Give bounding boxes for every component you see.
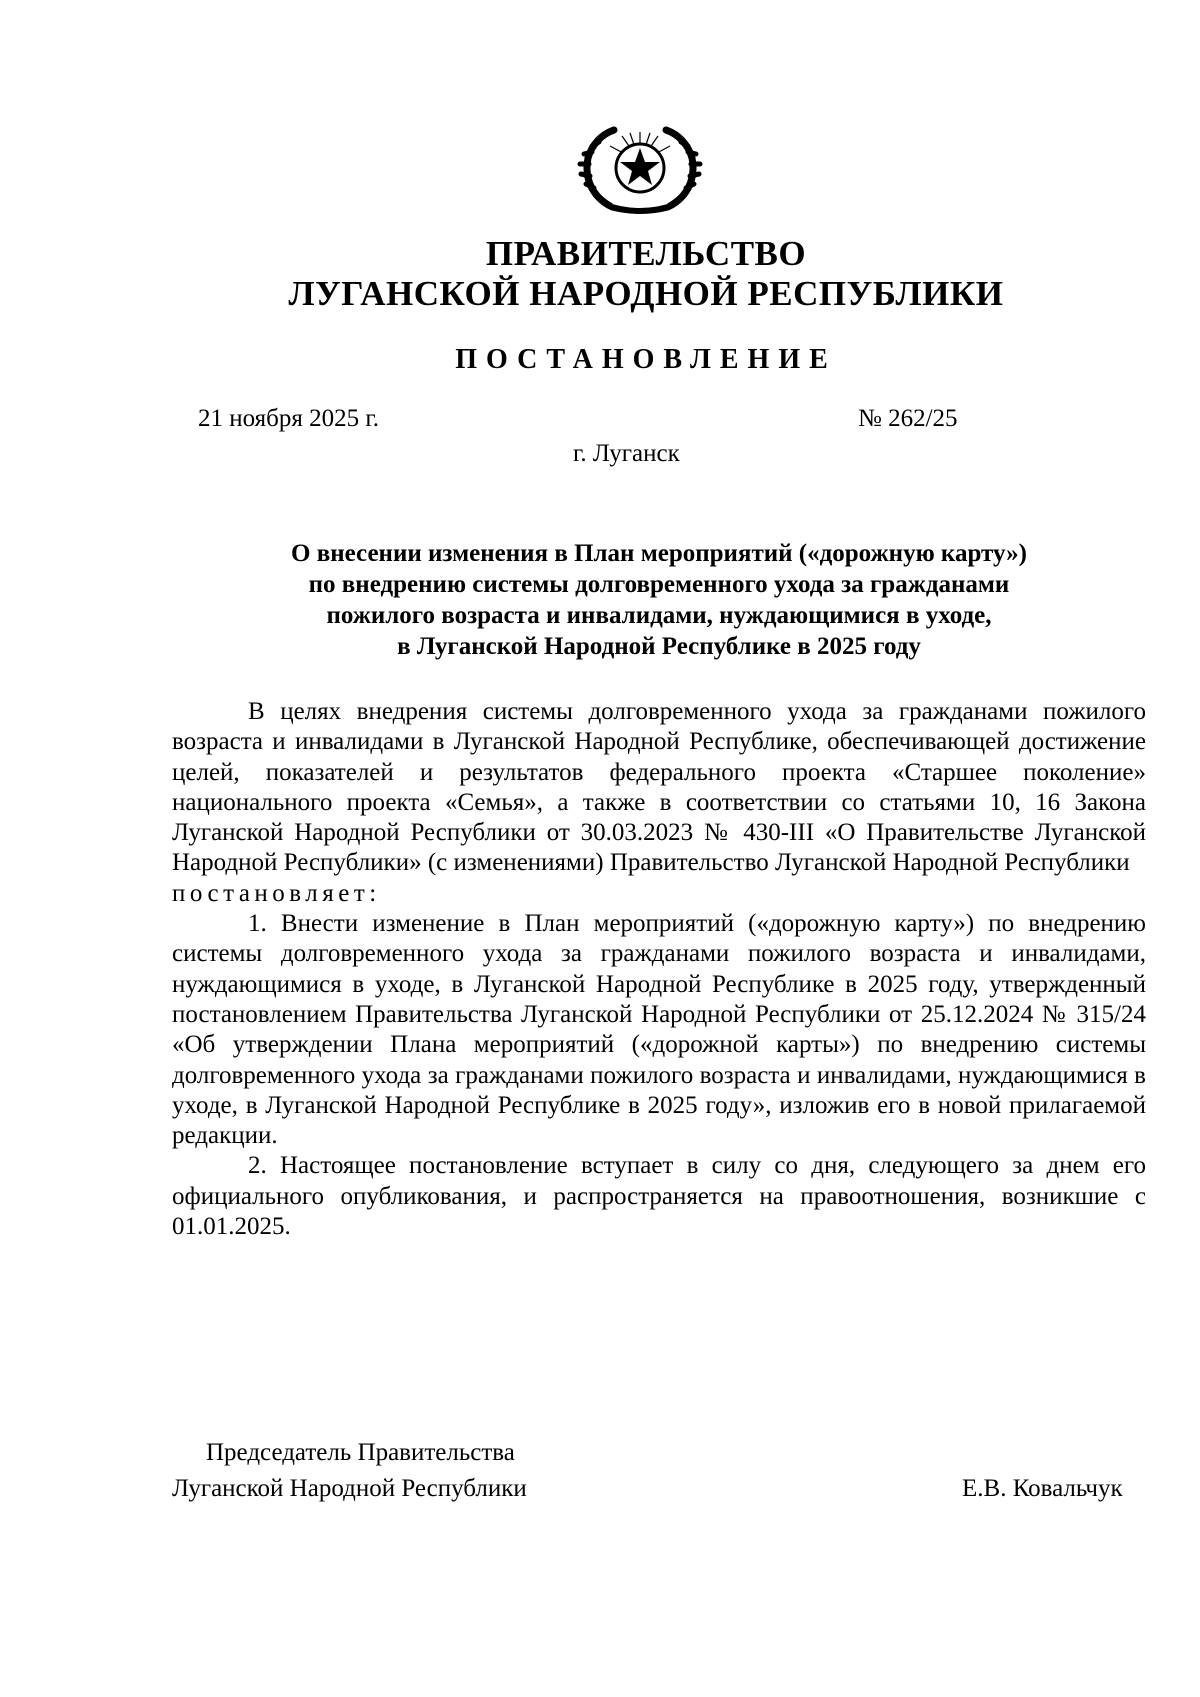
signatory-position-line2: Луганской Народной Республики <box>172 1475 527 1502</box>
coat-of-arms-emblem-icon <box>570 118 710 218</box>
signatory-name: Е.В. Ковальчук <box>962 1475 1123 1502</box>
subject-line: пожилого возраста и инвалидами, нуждающимися в уходе, <box>326 602 992 629</box>
government-title-line2: ЛУГАНСКОЙ НАРОДНОЙ РЕСПУБЛИКИ <box>288 274 1004 313</box>
subject-line: О внесении изменения в План мероприятий («дорожную карту») <box>291 540 1027 567</box>
signatory-position-line1: Председатель Правительства <box>206 1439 515 1466</box>
government-title-line1: ПРАВИТЕЛЬСТВО <box>485 234 807 273</box>
resolves-word: постановляет: <box>172 879 381 907</box>
item-1-paragraph: 1. Внести изменение в План мероприятий («дорожную карту») по внедрению системы долговременного ухода за гражданами пожилого возраста и инвалидами, нуждающимися в уходе, в Луганской Народной Республике в 2025 году, утвержденный постановлением Правительства Луганской Народной Республики от 25.12.2024 № 315/24 «Об утверждении Плана мероприятий («дорожной карты») по внедрению системы долговременного ухода за гражданами пожилого возраста и инвалидами, нуждающимися в уходе, в Луганской Народной Республике в 2025 году», изложив его в новой прилагаемой редакции. <box>172 910 1146 1150</box>
document-type-heading: ПОСТАНОВЛЕНИЕ <box>455 344 837 375</box>
document-body <box>172 697 1146 1242</box>
item-2-paragraph: 2. Настоящее постановление вступает в силу со дня, следующего за днем его официального опубликования, и распространяется на правоотношения, возникшие с 01.01.2025. <box>172 1152 1146 1241</box>
document-city: г. Луганск <box>573 440 680 467</box>
document-subject <box>170 538 1148 662</box>
document-date: 21 ноября 2025 г. <box>198 405 380 432</box>
subject-line: по внедрению системы долговременного ухода за гражданами <box>308 571 1010 598</box>
document-number: № 262/25 <box>858 405 958 432</box>
subject-line: в Луганской Народной Республике в 2025 году <box>397 633 921 660</box>
preamble-paragraph: В целях внедрения системы долговременного ухода за гражданами пожилого возраста и инвалидами в Луганской Народной Республике, обеспечивающей достижение целей, показателей и результатов федерального проекта «Старшее поколение» национального проекта «Семья», а также в соответствии со статьями 10, 16 Закона Луганской Народной Республики от 30.03.2023 № 430-III «О Правительстве Луганской Народной Республики» (с изменениями) Правительство Луганской Народной Республики <box>172 698 1146 877</box>
